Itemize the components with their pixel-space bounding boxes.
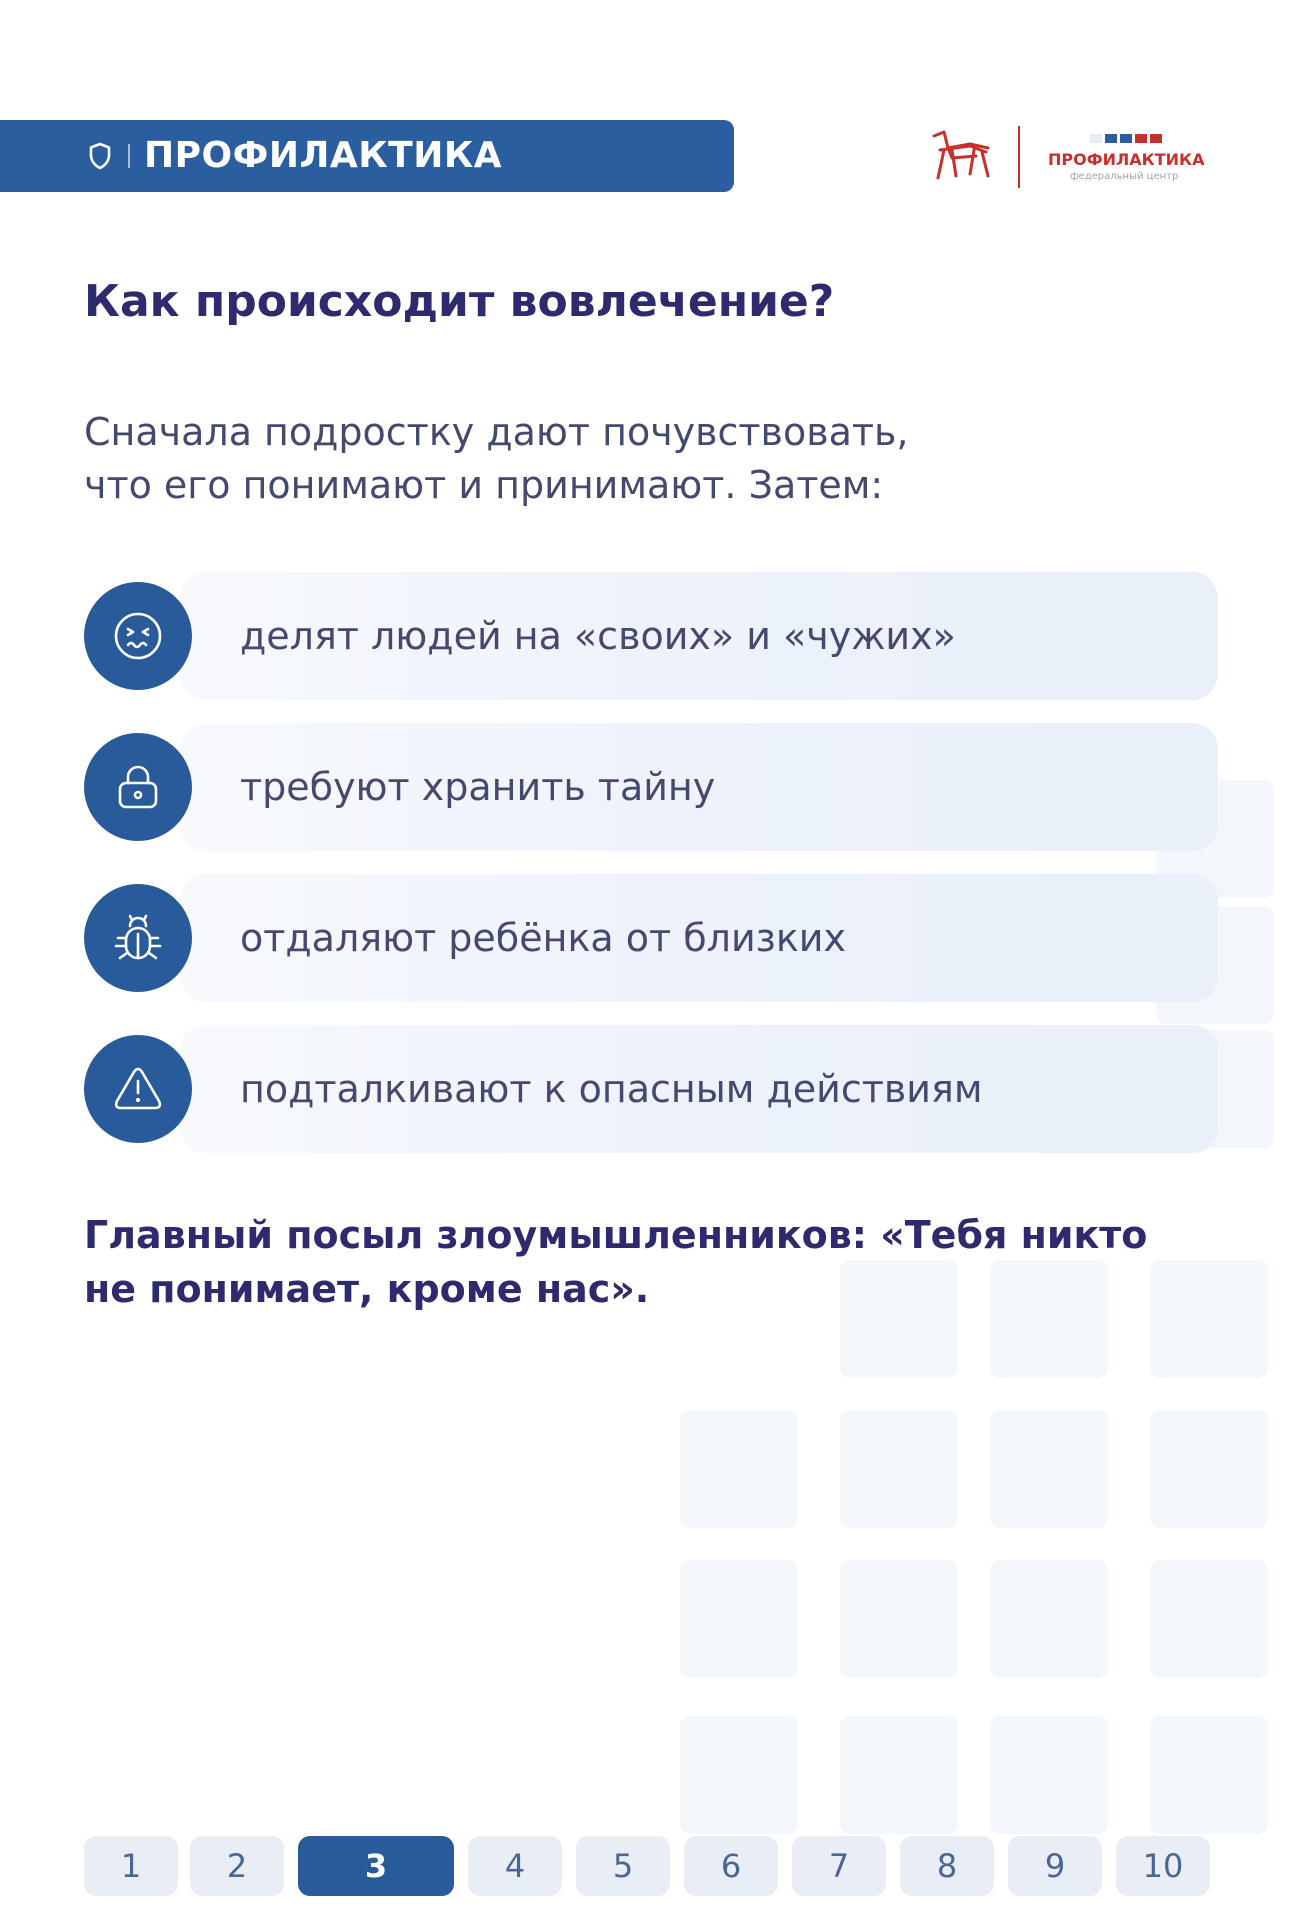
item-label: делят людей на «своих» и «чужих» [240,614,956,658]
shield-icon [88,142,112,170]
page-button-9[interactable]: 9 [1008,1836,1102,1896]
list-item [84,572,1218,700]
page-title: Как происходит вовлечение? [84,276,835,327]
main-message-line-2: не понимает, кроме нас». [84,1267,650,1311]
page-button-2[interactable]: 2 [190,1836,284,1896]
item-label: требуют хранить тайну [240,765,716,809]
list-item [84,1025,1218,1153]
header-divider [128,144,130,168]
main-message [84,1208,1204,1316]
desk-logo-icon [930,128,994,182]
lock-icon [112,761,164,813]
confused-face-icon [112,610,164,662]
flag-stripes-icon [1090,134,1162,143]
intro-line-2: что его понимают и принимают. Затем: [84,463,884,507]
page-button-4[interactable]: 4 [468,1836,562,1896]
intro-line-1: Сначала подростку дают почувствовать, [84,410,909,454]
page-button-6[interactable]: 6 [684,1836,778,1896]
item-icon-badge [84,733,192,841]
logo-divider [1018,126,1020,188]
item-label: отдаляют ребёнка от близких [240,916,846,960]
item-icon-badge [84,1035,192,1143]
page-button-7[interactable]: 7 [792,1836,886,1896]
page-button-5[interactable]: 5 [576,1836,670,1896]
page-button-3-current[interactable]: 3 [298,1836,454,1896]
warning-icon [112,1063,164,1115]
bug-icon [112,912,164,964]
header-title: ПРОФИЛАКТИКА [144,135,503,176]
item-icon-badge [84,582,192,690]
header-bar [0,120,734,192]
partner-logos [930,124,1220,190]
main-message-line-1: Главный посыл злоумышленников: «Тебя никто [84,1213,1148,1257]
page-button-8[interactable]: 8 [900,1836,994,1896]
list-item [84,723,1218,851]
item-label: подталкивают к опасным действиям [240,1067,983,1111]
list-item [84,874,1218,1002]
page-button-1[interactable]: 1 [84,1836,178,1896]
intro-text [84,406,1184,512]
logo-subtitle: федеральный центр [1070,171,1179,182]
item-icon-badge [84,884,192,992]
page-button-10[interactable]: 10 [1116,1836,1210,1896]
logo-name: ПРОФИЛАКТИКА [1048,150,1205,169]
